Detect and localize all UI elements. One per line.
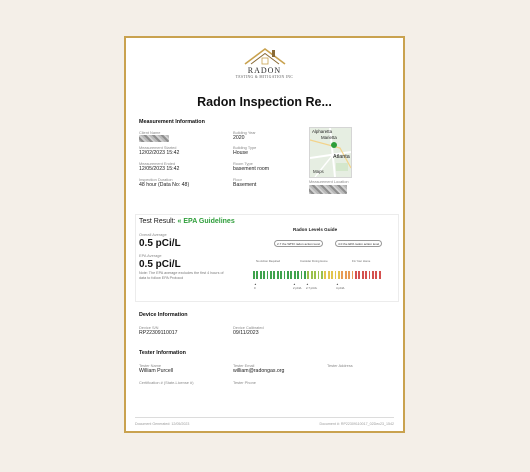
tick-4-label: 4 pCi/L <box>336 286 345 290</box>
floor-value: Basement <box>233 182 257 188</box>
scale-segment <box>301 271 303 279</box>
scale-segment <box>369 271 371 279</box>
scale-segment <box>338 271 340 279</box>
tester-address-label: Tester Address <box>327 363 353 368</box>
scale-segment <box>355 271 357 279</box>
scale-segment <box>294 271 296 279</box>
device-heading: Device Information <box>139 312 188 318</box>
location-map[interactable] <box>309 127 352 178</box>
scale-segment <box>253 271 255 279</box>
map-city-label: Alpharetta <box>312 129 333 134</box>
scale-segment <box>324 271 326 279</box>
scale-segment <box>256 271 258 279</box>
scale-segment <box>307 271 309 279</box>
scale-segment <box>267 271 269 279</box>
tester-heading: Tester Information <box>139 350 186 356</box>
epa-note: Note: The EPA average excludes the first 4 hours of data to follow EPA Protocol <box>139 271 224 280</box>
tester-phone-label: Tester Phone <box>233 380 256 385</box>
scale-segment <box>321 271 323 279</box>
epa-guidelines-link[interactable]: « EPA Guidelines <box>177 218 235 225</box>
scale-segment <box>341 271 343 279</box>
scale-segment <box>358 271 360 279</box>
scale-tick-label: ▲ 4 pCi/L <box>336 282 345 290</box>
test-result-label: Test Result: <box>139 218 176 225</box>
scale-tick-label: ▲ 2.7 pCi/L <box>306 282 318 290</box>
measurement-heading: Measurement Information <box>139 119 205 125</box>
scale-segment <box>318 271 320 279</box>
scale-segment <box>328 271 330 279</box>
client-name-redacted <box>139 135 169 142</box>
report-title: Radon Inspection Re... <box>197 95 332 109</box>
floor-label: Floor <box>233 177 242 182</box>
client-name-label: Client Name <box>139 130 161 135</box>
certification-label: Certification # (State-License #) <box>139 380 194 385</box>
scale-segment <box>277 271 279 279</box>
scale-segment <box>270 271 272 279</box>
map-brand-label: Maps <box>313 169 324 174</box>
started-label: Measurement Started <box>139 145 177 150</box>
building-type-value: House <box>233 150 248 156</box>
scale-segment <box>365 271 367 279</box>
scale-segment <box>273 271 275 279</box>
tester-name-label: Tester Name <box>139 363 162 368</box>
tester-email-label: Tester Email <box>233 363 255 368</box>
scale-segment <box>280 271 282 279</box>
house-logo-icon <box>242 46 288 66</box>
scale-segment <box>375 271 377 279</box>
overall-average-value: 0.5 pCi/L <box>139 238 181 249</box>
map-city-label: Marietta <box>321 135 337 140</box>
room-type-value: basement room <box>233 166 270 172</box>
test-result-heading <box>139 218 235 225</box>
scale-segment <box>362 271 364 279</box>
category-fix: Fix Your Home <box>352 259 371 263</box>
scale-segment <box>379 271 381 279</box>
building-year-label: Building Year <box>233 130 256 135</box>
scale-segment <box>311 271 313 279</box>
report-page <box>124 36 405 433</box>
scale-tick-label: ▲ 0 <box>254 282 257 290</box>
footer-divider <box>135 417 394 418</box>
category-no-action: No Action Required <box>256 259 281 263</box>
logo-subtitle: TESTING & MITIGATION INC <box>235 75 294 79</box>
device-calibrated-label: Device Calibrated <box>233 325 264 330</box>
scale-segment <box>304 271 306 279</box>
started-value: 12/02/2023 15:42 <box>139 150 180 156</box>
document-generated: Document Generated: 12/05/2023 <box>135 422 190 426</box>
scale-segment <box>352 271 354 279</box>
building-type-label: Building Type <box>233 145 257 150</box>
device-sn-label: Device S/N <box>139 325 159 330</box>
location-label: Measurement Location <box>309 179 349 184</box>
logo-name: RADON <box>247 66 282 75</box>
scale-segment <box>372 271 374 279</box>
scale-segment <box>297 271 299 279</box>
duration-label: Inspection Duration <box>139 177 173 182</box>
scale-segment <box>335 271 337 279</box>
scale-segment <box>348 271 350 279</box>
tester-name-value: William Purcell <box>139 368 174 374</box>
overall-average-label: Overall Average <box>139 232 167 237</box>
epa-action-pill: 4.0 the EPA radon action level <box>335 240 382 247</box>
tick-27-label: 2.7 pCi/L <box>306 286 318 290</box>
duration-value: 48 hour (Data No: 48) <box>139 182 190 188</box>
scale-segment <box>331 271 333 279</box>
test-result-panel <box>135 214 399 302</box>
ended-value: 12/05/2023 15:42 <box>139 166 180 172</box>
room-type-label: Room Type <box>233 161 253 166</box>
tick-2-label: 2 pCi/L <box>293 286 302 290</box>
scale-tick-label: ▲ 2 pCi/L <box>293 282 302 290</box>
scale-segment <box>260 271 262 279</box>
map-city-label: Atlanta <box>333 154 350 160</box>
who-action-pill: 2.7 the WHO radon action level <box>274 240 323 247</box>
scale-segment <box>284 271 286 279</box>
epa-average-label: EPA Average <box>139 253 162 258</box>
device-sn-value: RP22309110017 <box>139 330 178 336</box>
document-number: Document #: RP22309110017_02Dec23_1542 <box>319 422 394 426</box>
tester-email-value: william@radongas.org <box>233 368 285 374</box>
scale-segment <box>345 271 347 279</box>
guide-title: Radon Levels Guide <box>293 227 338 232</box>
company-logo <box>126 46 403 80</box>
tick-0-label: 0 <box>254 286 256 290</box>
building-year-value: 2020 <box>233 135 245 141</box>
location-redacted <box>309 185 347 194</box>
category-consider: Consider Fixing Home <box>300 259 328 263</box>
epa-average-value: 0.5 pCi/L <box>139 259 181 270</box>
scale-segment <box>290 271 292 279</box>
scale-segment <box>314 271 316 279</box>
device-calibrated-value: 09/11/2023 <box>233 330 259 336</box>
scale-segment <box>263 271 265 279</box>
scale-segment <box>287 271 289 279</box>
ended-label: Measurement Ended <box>139 161 176 166</box>
